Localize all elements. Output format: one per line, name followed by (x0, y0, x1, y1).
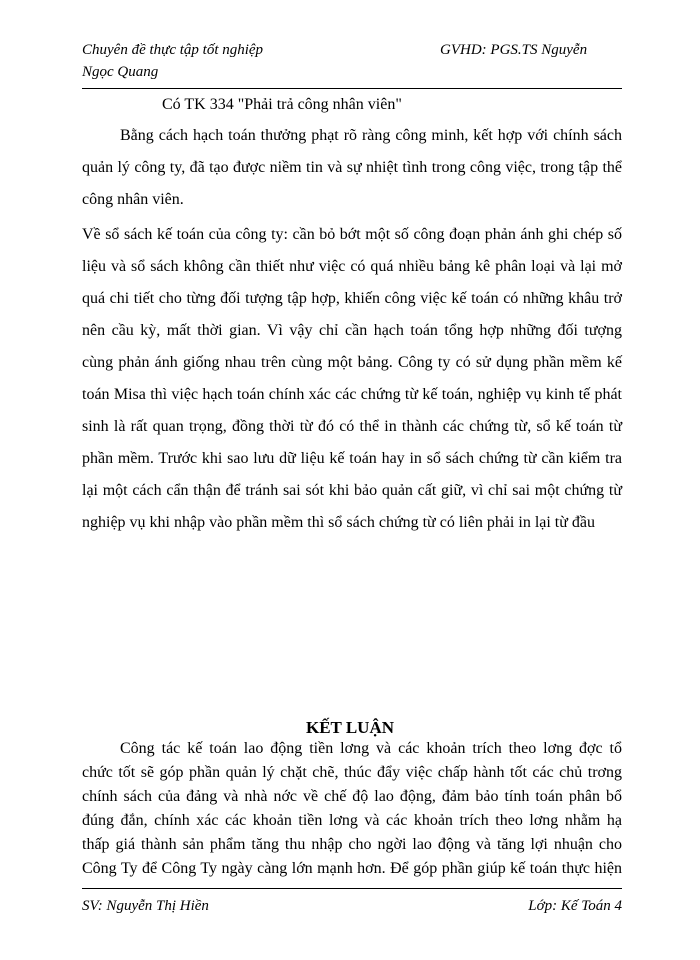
footer-rule (82, 888, 622, 889)
conclusion-line-2: chức tốt sẽ góp phần quản lý chặt chẽ, thúc đẩy việc chấp hành tốt các chủ trơng (82, 764, 622, 781)
header-rule (82, 88, 622, 89)
para2-line-6: toán Misa thì việc hạch toán chính xác các chứng từ kế toán, nghiệp vụ kinh tế phát (82, 386, 622, 403)
conclusion-line-5: thấp giá thành sản phẩm tăng thu nhập cho ngời lao động và tăng lợi nhuận cho (82, 836, 622, 853)
header-advisor: GVHD: PGS.TS Nguyễn (440, 42, 588, 58)
para2-line-7: sinh là rất quan trọng, đồng thời từ đó có thể in thành các chứng từ, sổ kế toán từ (82, 418, 622, 435)
conclusion-title: KẾT LUẬN (305, 718, 394, 737)
footer-student: SV: Nguyễn Thị Hiền (82, 898, 209, 914)
conclusion-line-3: chính sách của đảng và nhà nớc về chế độ lao động, đảm bảo tính toán phân bổ (82, 788, 622, 805)
para1-line-2: quản lý công ty, đã tạo được niềm tin và sự nhiệt tình trong công việc, trong tập thể (82, 159, 622, 176)
para2-line-5: cùng phản ánh giống nhau trên cùng một bảng. Công ty có sử dụng phần mềm kế (82, 354, 622, 371)
para2-line-3: quá chi tiết cho từng đối tượng tập hợp, khiến công việc kế toán có những khâu trở (82, 290, 622, 307)
account-line: Có TK 334 "Phải trả công nhân viên" (162, 96, 402, 113)
header-title: Chuyên đề thực tập tốt nghiệp (82, 42, 264, 58)
para2-line-2: liệu và sổ sách không cần thiết như việc có quá nhiều bảng kê phân loại và lại mở (82, 258, 622, 275)
para2-line-1: Về sổ sách kế toán của công ty: cần bỏ bớt một số công đoạn phản ánh ghi chép số (82, 226, 622, 243)
conclusion-line-4: đúng đắn, chính xác các khoản tiền lơng và các khoản trích theo lơng nhằm hạ (82, 812, 622, 829)
para2-line-9: lại một cách cẩn thận để tránh sai sót khi bảo quản cất giữ, vì chỉ sai một chứng từ (82, 482, 622, 499)
conclusion-line-1: Công tác kế toán lao động tiền lơng và các khoản trích theo lơng đợc tổ (120, 740, 622, 757)
header-advisor-cont: Ngọc Quang (82, 64, 159, 80)
para2-line-8: phần mềm. Trước khi sao lưu dữ liệu kế toán hay in sổ sách chứng từ cần kiểm tra (82, 450, 622, 467)
footer-class: Lớp: Kế Toán 4 (528, 898, 622, 914)
para1-line-3: công nhân viên. (82, 191, 184, 208)
para2-line-10: nghiệp vụ khi nhập vào phần mềm thì sổ sách chứng từ có liên phải in lại từ đầu (82, 514, 596, 531)
para2-line-4: nên cầu kỳ, mất thời gian. Vì vậy chỉ cần hạch toán tổng hợp những đối tượng (82, 322, 622, 339)
conclusion-line-6: Công Ty để Công Ty ngày càng lớn mạnh hơn. Để góp phần giúp kế toán thực hiện (82, 860, 622, 877)
para1-line-1: Bằng cách hạch toán thưởng phạt rõ ràng công minh, kết hợp với chính sách (120, 127, 622, 144)
